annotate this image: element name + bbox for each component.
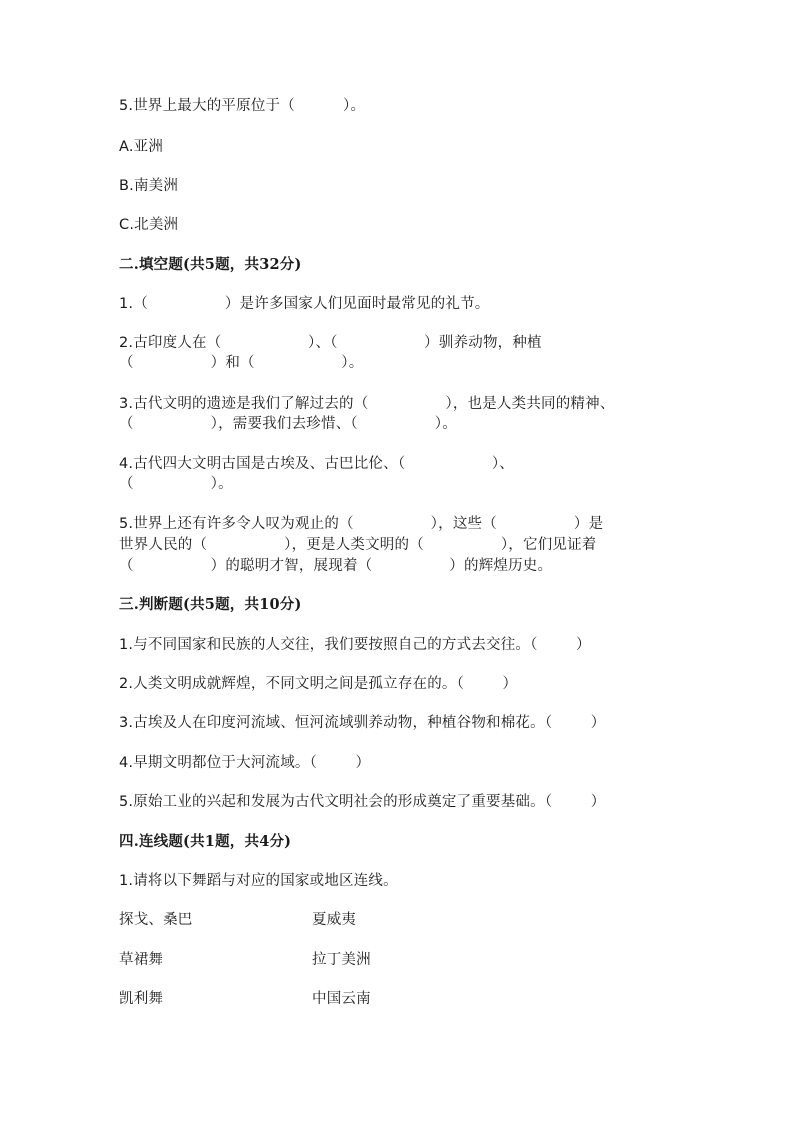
fill-question-5-line-1: 5.世界上还有许多令人叹为观止的（ ），这些（ ）是 xyxy=(119,516,604,532)
fill-question-2-line-2: （ ）和（ ）。 xyxy=(119,355,364,371)
judge-question-4: 4.早期文明都位于大河流域。（ ） xyxy=(119,755,371,771)
section-fill-blank-title: 二.填空题(共5题，共32分) xyxy=(119,256,302,273)
fill-question-3-line-1: 3.古代文明的遗迹是我们了解过去的（ ），也是人类共同的精神、 xyxy=(119,396,615,412)
judge-question-3: 3.古埃及人在印度河流域、恒河流域驯养动物，种植谷物和棉花。（ ） xyxy=(119,715,606,731)
fill-question-4-line-1: 4.古代四大文明古国是古埃及、古巴比伦、（ ）、 xyxy=(119,456,514,472)
fill-question-5-line-3: （ ）的聪明才智，展现着（ ）的辉煌历史。 xyxy=(119,558,553,574)
option-a: A.亚洲 xyxy=(119,139,164,155)
fill-question-5-line-2: 世界人民的（ ），更是人类文明的（ ），它们见证着 xyxy=(119,537,597,553)
matching-question-1: 1.请将以下舞蹈与对应的国家或地区连线。 xyxy=(119,873,398,889)
matching-left-item: 凯利舞 xyxy=(119,991,164,1007)
matching-right-item: 夏威夷 xyxy=(312,912,357,928)
option-c: C.北美洲 xyxy=(119,217,179,233)
section-matching-title: 四.连线题(共1题，共4分) xyxy=(119,833,292,850)
judge-question-5: 5.原始工业的兴起和发展为古代文明社会的形成奠定了重要基础。（ ） xyxy=(119,794,606,810)
matching-right-item: 中国云南 xyxy=(312,991,371,1007)
option-b: B.南美洲 xyxy=(119,178,179,194)
matching-left-item: 草裙舞 xyxy=(119,952,164,968)
section-judgement-title: 三.判断题(共5题，共10分) xyxy=(119,596,302,613)
question-5-plain: 5.世界上最大的平原位于（ ）。 xyxy=(119,98,366,114)
fill-question-2-line-1: 2.古印度人在（ ）、（ ）驯养动物，种植 xyxy=(119,335,542,351)
fill-question-3-line-2: （ ），需要我们去珍惜、（ ）。 xyxy=(119,416,457,432)
fill-question-4-line-2: （ ）。 xyxy=(119,476,233,492)
fill-question-1: 1.（ ）是许多国家人们见面时最常见的礼节。 xyxy=(119,296,490,312)
matching-left-item: 探戈、桑巴 xyxy=(119,912,193,928)
judge-question-2: 2.人类文明成就辉煌，不同文明之间是孤立存在的。（ ） xyxy=(119,676,518,692)
judge-question-1: 1.与不同国家和民族的人交往，我们要按照自己的方式去交往。（ ） xyxy=(119,637,591,653)
matching-right-item: 拉丁美洲 xyxy=(312,952,371,968)
